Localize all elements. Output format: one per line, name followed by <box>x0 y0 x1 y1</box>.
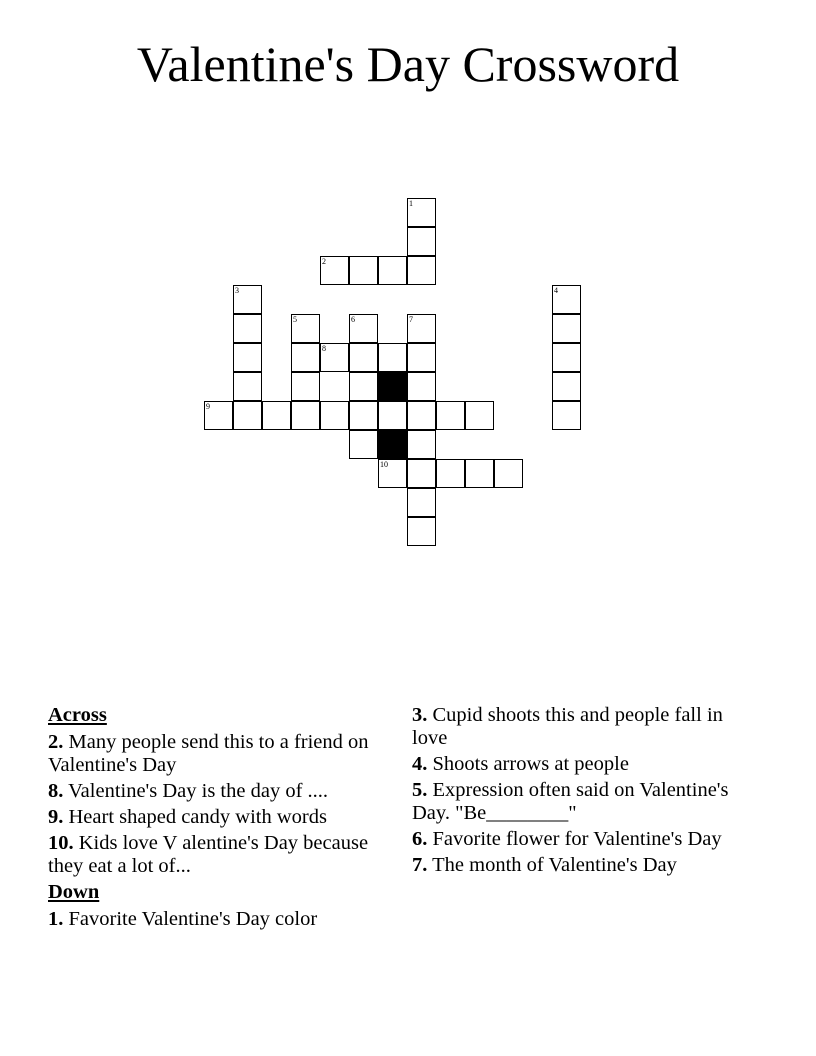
grid-black-square <box>378 372 407 401</box>
grid-cell[interactable] <box>349 314 378 343</box>
grid-cell[interactable] <box>378 401 407 430</box>
grid-cell[interactable] <box>349 256 378 285</box>
grid-cell[interactable] <box>407 430 436 459</box>
grid-cell[interactable] <box>233 285 262 314</box>
grid-cell[interactable] <box>349 401 378 430</box>
grid-cell[interactable] <box>378 343 407 372</box>
grid-cell[interactable] <box>378 459 407 488</box>
grid-cell[interactable] <box>407 517 436 546</box>
down-clue-7: 7. The month of Valentine's Day <box>412 854 677 876</box>
across-heading: Across <box>48 704 107 726</box>
grid-cell[interactable] <box>436 459 465 488</box>
grid-cell[interactable] <box>320 343 349 372</box>
clue-number: 9 <box>206 402 210 411</box>
grid-cell[interactable] <box>407 401 436 430</box>
clues-right-column <box>412 704 752 880</box>
grid-cell[interactable] <box>349 430 378 459</box>
grid-cell[interactable] <box>349 372 378 401</box>
across-clue-9: 9. Heart shaped candy with words <box>48 806 327 828</box>
grid-cell[interactable] <box>204 401 233 430</box>
across-clue-8: 8. Valentine's Day is the day of .... <box>48 780 329 802</box>
grid-cell[interactable] <box>552 343 581 372</box>
grid-black-square <box>378 430 407 459</box>
grid-cell[interactable] <box>378 256 407 285</box>
across-clue-10: 10. Kids love V alentine's Day because they eat a lot of... <box>48 832 369 877</box>
grid-cell[interactable] <box>465 459 494 488</box>
grid-cell[interactable] <box>291 401 320 430</box>
puzzle-title: Valentine's Day Crossword <box>136 36 680 92</box>
across-clue-2: 2. Many people send this to a friend on Valentine's Day <box>48 731 369 776</box>
grid-cell[interactable] <box>291 343 320 372</box>
grid-cell[interactable] <box>262 401 291 430</box>
down-clue-4: 4. Shoots arrows at people <box>412 753 629 775</box>
grid-cell[interactable] <box>320 401 349 430</box>
clues-left-column <box>48 704 388 934</box>
down-clue-6: 6. Favorite flower for Valentine's Day <box>412 828 722 850</box>
grid-cell[interactable] <box>233 372 262 401</box>
grid-cell[interactable] <box>552 401 581 430</box>
grid-cell[interactable] <box>407 372 436 401</box>
clue-number: 2 <box>322 257 326 266</box>
grid-cell[interactable] <box>233 314 262 343</box>
down-clue-3: 3. Cupid shoots this and people fall in love <box>412 704 723 749</box>
clue-number: 1 <box>409 199 413 208</box>
grid-cell[interactable] <box>407 256 436 285</box>
grid-cell[interactable] <box>407 227 436 256</box>
grid-cell[interactable] <box>233 343 262 372</box>
grid-cell[interactable] <box>407 459 436 488</box>
grid-cell[interactable] <box>233 401 262 430</box>
clue-number: 10 <box>380 460 388 469</box>
grid-cell[interactable] <box>407 198 436 227</box>
clue-number: 7 <box>409 315 413 324</box>
grid-cell[interactable] <box>291 372 320 401</box>
clue-number: 5 <box>293 315 297 324</box>
clue-number: 6 <box>351 315 355 324</box>
down-clue-1: 1. Favorite Valentine's Day color <box>48 908 318 930</box>
clue-number: 3 <box>235 286 239 295</box>
grid-cell[interactable] <box>407 314 436 343</box>
grid-cell[interactable] <box>291 314 320 343</box>
down-clue-5: 5. Expression often said on Valentine's Day. "Be________" <box>412 779 729 824</box>
grid-cell[interactable] <box>407 343 436 372</box>
grid-cell[interactable] <box>465 401 494 430</box>
clue-number: 4 <box>554 286 558 295</box>
grid-cell[interactable] <box>494 459 523 488</box>
grid-cell[interactable] <box>349 343 378 372</box>
grid-cell[interactable] <box>320 256 349 285</box>
clue-number: 8 <box>322 344 326 353</box>
down-heading: Down <box>48 881 100 903</box>
grid-cell[interactable] <box>552 314 581 343</box>
grid-cell[interactable] <box>436 401 465 430</box>
grid-cell[interactable] <box>407 488 436 517</box>
grid-cell[interactable] <box>552 285 581 314</box>
grid-cell[interactable] <box>552 372 581 401</box>
